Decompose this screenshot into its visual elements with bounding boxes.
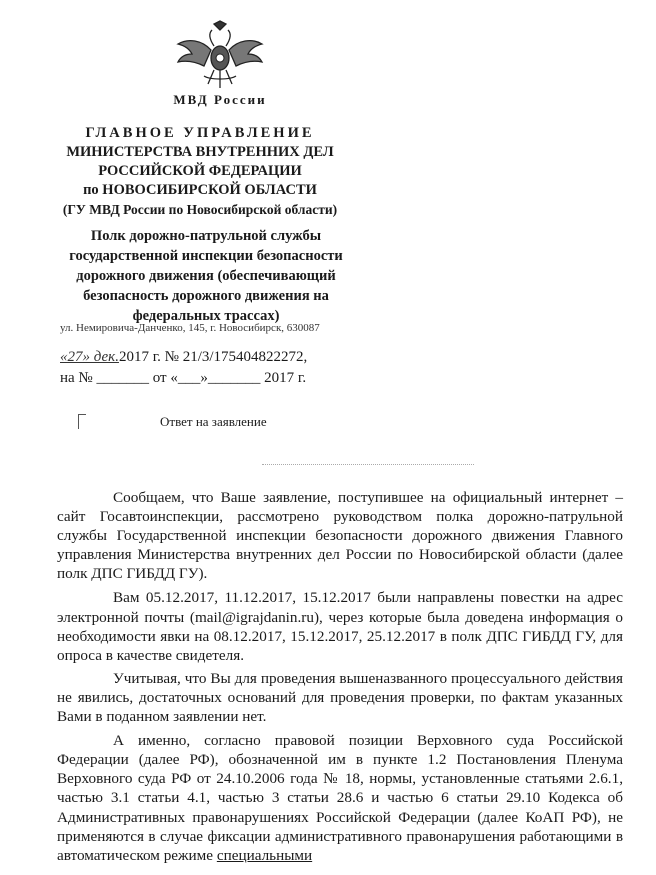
paragraph: Сообщаем, что Ваше заявление, поступившее на официальный интернет – сайт Госавтоинспекции, рассмотрено руководством полка дорожно-патрульной службы Государственной инспекции безопасности дорожного движения Главного управления Министерства внутренних дел России по Новосибирской области (далее полк ДПС ГИБДД ГУ). xyxy=(57,489,623,583)
paragraph: Учитывая, что Вы для проведения вышеназванного процессуального действия не явились, достаточных оснований для проведения проверки, по фактам указанных Вами в поданном заявлении нет. xyxy=(57,669,623,726)
org-line: по НОВОСИБИРСКОЙ ОБЛАСТИ xyxy=(83,182,317,198)
mvd-emblem-icon xyxy=(174,20,266,92)
org-line: МИНИСТЕРСТВА ВНУТРЕННИХ ДЕЛ xyxy=(66,144,334,160)
unit-address: ул. Немировича-Данченко, 145, г. Новосибирск, 630087 xyxy=(60,322,320,334)
unit-line: дорожного движения (обеспечивающий xyxy=(76,268,336,284)
letter-body xyxy=(57,488,623,870)
paragraph-text: А именно, согласно правовой позиции Верховного суда Российской Федерации (далее РФ), обозначенной им в пункте 1.2 Постановления Пленума Верховного суда РФ от 24.10.2006 года № 18, нормы, установленные статьями 2.6.1, частью 3.1 статьи 4.1, частью 3 статьи 28.6 и частью 6 статьи 29.10 Кодекса об Административных правонарушениях Российской Федерации (далее КоАП РФ), не применяются в случае фиксации административного правонарушения работающими в автоматическом режиме xyxy=(57,732,623,864)
unit-line: безопасность дорожного движения на xyxy=(83,288,329,304)
subject-bracket-left xyxy=(78,414,86,429)
paragraph: Вам 05.12.2017, 11.12.2017, 15.12.2017 были направлены повестки на адрес электронной почты (mail@igrajdanin.ru), через которые была доведена информация о необходимости явки на 08.12.2017, 15.12.2017, 25.12.2017 в полк ДПС ГИБДД ГУ, для опроса в качестве свидетеля. xyxy=(57,589,623,664)
org-line: ГЛАВНОЕ УПРАВЛЕНИЕ xyxy=(85,125,315,141)
faded-line xyxy=(262,458,474,465)
org-line: (ГУ МВД России по Новосибирской области) xyxy=(62,202,338,217)
org-line: РОССИЙСКОЙ ФЕДЕРАЦИИ xyxy=(98,163,302,179)
underlined-word: специальными xyxy=(216,846,313,864)
unit-line: Полк дорожно-патрульной службы xyxy=(90,228,322,244)
organization-name xyxy=(48,124,352,219)
reference-number: 2017 г. № 21/3/175404822272, xyxy=(118,349,308,365)
paragraph xyxy=(57,731,623,865)
outgoing-reference xyxy=(60,349,307,366)
subject-line: Ответ на заявление xyxy=(160,414,267,429)
unit-line: государственной инспекции безопасности xyxy=(69,248,343,264)
agency-short-name: МВД России xyxy=(173,92,267,107)
handwritten-date: «27» дек. xyxy=(60,349,119,365)
incoming-reference: на № _______ от «___»_______ 2017 г. xyxy=(60,370,307,386)
unit-line: федеральных трассах) xyxy=(132,308,280,324)
unit-name xyxy=(52,226,360,326)
